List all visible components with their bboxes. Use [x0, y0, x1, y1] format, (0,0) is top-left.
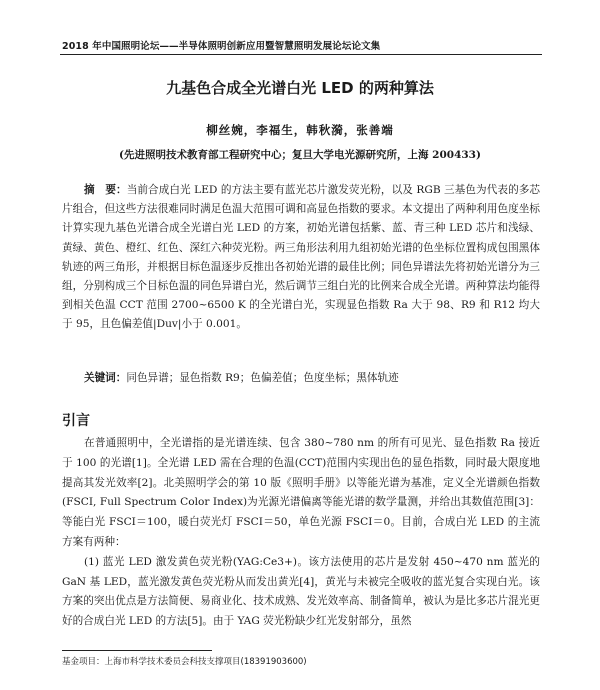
abstract-text: 当前合成白光 LED 的方法主要有蓝光芯片激发荧光粉，以及 RGB 三基色为代表的多芯片组合，但这些方法很难同时满足色温大范围可调和高显色指数的要求。本文提出了两种利用色度坐标计算实现九基色光谱合成全光谱白光 LED 的方案，初始光谱包括紫、蓝、青三种 LED 芯片和浅绿、黄绿、黄色、橙红、红色、深红六种荧光粉。两三角形法利用九组初始光谱的色坐标位置构成包围黑体轨迹的两三角形，并根据目标色温逐步反推出各初始光谱的最佳比例；同色异谱法先将初始光谱分为三组，分别构成三个目标色温的同色异谱白光，然后调节三组白光的比例来合成全光谱。两种算法均能得到相关色温 CCT 范围 2700~6500 K 的全光谱白光，实现显色指数 Ra 大于 98、R9 和 R12 均大于 95，且色偏差值|Duv|小于 0.001。: [62, 184, 541, 331]
funding-footnote: 基金项目：上海市科学技术委员会科技支撑项目(18391903600): [62, 657, 307, 667]
intro-paragraph: 在普通照明中，全光谱指的是光谱连续、包含 380~780 nm 的所有可见光、显色指数 Ra 接近于 100 的光谱[1]。全光谱 LED 需在合理的色温(CCT)范围内实现出色的显色指数，同时最大限度地提高其发光效率[2]。北美照明学会的第 10 版《照明手册》以等能光谱为基准，定义全光谱颜色指数(FSCI, Full Spectrum Color Index)为光源光谱偏离等能光谱的数学量测，并给出其数值范围[3]：等能白光 FSCI＝100，暖白荧光灯 FSCI＝50，单色光源 FSCI＝0。目前，合成白光 LED 的主流方案有两种：: [62, 437, 540, 548]
paper-title: 九基色合成全光谱白光 LED 的两种算法: [166, 79, 434, 97]
keywords-text: 同色异谱；显色指数 R9；色偏差值；色度坐标；黑体轨迹: [126, 372, 399, 384]
section-title-intro: 引言: [62, 413, 90, 429]
abstract: [62, 181, 540, 335]
keywords-label: 关键词：: [84, 372, 127, 384]
abstract-label: 摘 要：: [84, 184, 127, 196]
footnote-rule: [62, 650, 212, 651]
header-rule: [60, 54, 542, 55]
running-header: 2018 年中国照明论坛——半导体照明创新应用暨智慧照明发展论坛论文集: [62, 41, 381, 52]
intro-body: [62, 434, 540, 632]
authors: 柳丝婉，李福生，韩秋漪，张善端: [206, 123, 394, 137]
affiliation: (先进照明技术教育部工程研究中心；复旦大学电光源研究所，上海 200433): [119, 149, 481, 161]
intro-paragraph: (1) 蓝光 LED 激发黄色荧光粉(YAG:Ce3+)。该方法使用的芯片是发射 450~470 nm 蓝光的 GaN 基 LED，蓝光激发黄色荧光粉从而发出黄光[4]，黄光与未被完全吸收的蓝光复合实现白光。该方案的突出优点是方法简便、易商业化、技术成熟、发光效率高、制备简单，被认为是比多芯片混光更好的合成白光 LED 的方法[5]。由于 YAG 荧光粉缺少红光发射部分，虽然: [62, 555, 540, 628]
keywords: [84, 369, 540, 388]
